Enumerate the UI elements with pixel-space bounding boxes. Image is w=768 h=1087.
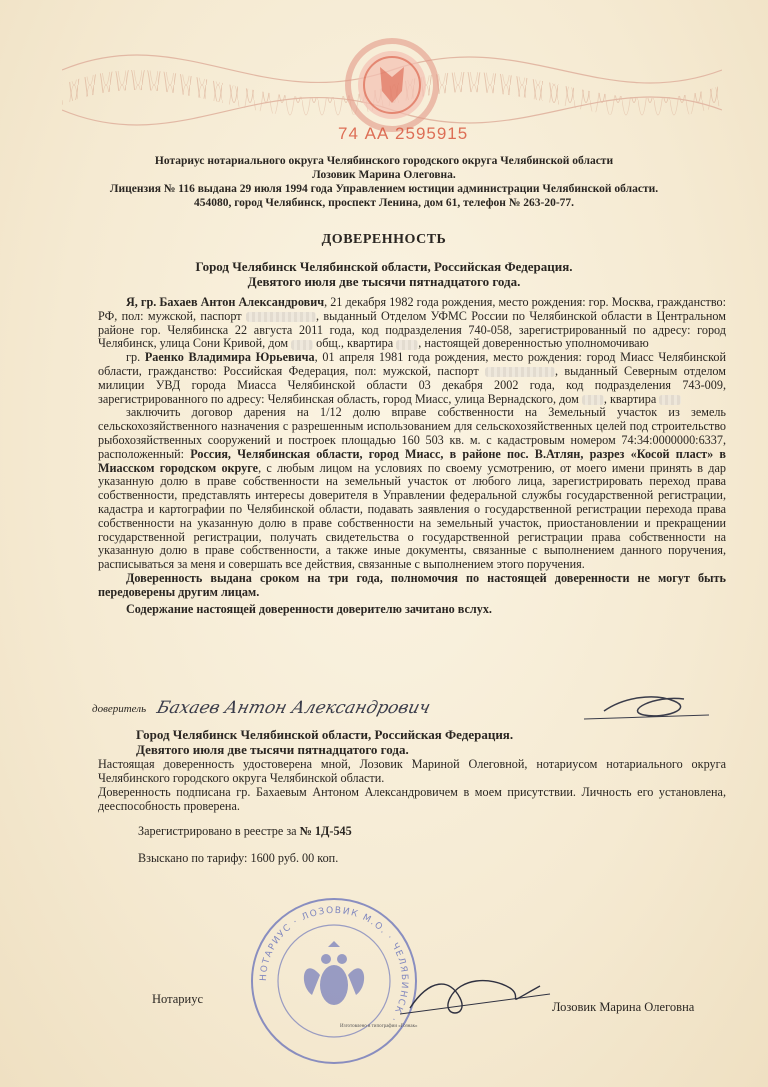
registry-number: № 1Д-545 — [299, 824, 352, 838]
cert-place-line: Город Челябинск Челябинской области, Российская Федерация. — [136, 727, 514, 742]
svg-text:НОТАРИУС · ЛОЗОВИК М.О. · ЧЕЛЯ: НОТАРИУС · ЛОЗОВИК М.О. · ЧЕЛЯБИНСК · — [258, 905, 410, 1024]
fee-line: Взыскано по тарифу: 1600 руб. 00 коп. — [138, 851, 339, 865]
principal-name: Я, гр. Бахаев Антон Александрович — [126, 295, 325, 309]
notary-header-line4: 454080, город Челябинск, проспект Ленина, дом 61, телефон № 263-20-77. — [193, 197, 575, 209]
handwritten-signature — [154, 689, 714, 731]
redacted-house — [291, 340, 313, 350]
principal-text-d: , настоящей доверенностью уполномочиваю — [418, 336, 649, 351]
notary-header-line2: Лозовик Марина Олеговна. — [312, 169, 456, 181]
date-line: Девятого июля две тысячи пятнадцатого года. — [247, 274, 521, 289]
notary-seal-stamp — [248, 895, 420, 1067]
agent-text-c: , квартира — [603, 391, 657, 406]
principal-text-a: , 21 декабря 1982 года рождения, место рождения: гор. Москва, гражданство: РФ, пол: мужской, паспорт — [98, 295, 726, 323]
powers-text-b: , с любым лицом на условиях по своему усмотрению, от моего имени принять в дар указанную долю в праве собственности на земельный участок от любого лица, зарегистрировать переход права собственности, представлять интересы доверителя в Управлении федеральной службы государственной регистрации, кадастра и картографии по Челябинской области, подавать заявления о государственной регистрации перехода права собственности на указанную долю в праве собственности на земельный участок, приостановлении и прекращении государственной регистрации, получать свидетельства о государственной регистрации права собственности на указанную долю в праве собственности, а также иные документы, связанные с выполнением данного поручения, расписываться за меня и совершать все действия, связанные с выполнением этого поручения. — [98, 460, 727, 572]
agent-text-b: , выданный Северным отделом милиции УВД города Миасса Челябинской области 03 декабря 2002 года, код подразделения 743-009, зарегистрированного по адресу: Челябинская область, город Миасс, улица Вернадского, дом — [98, 363, 727, 406]
agent-paragraph — [98, 351, 726, 406]
term-paragraph: Доверенность выдана сроком на три года, полномочия по настоящей доверенности не могут быть передоверены другим лицам. — [98, 570, 726, 599]
certification-text — [98, 757, 726, 813]
redacted-agent-passport — [485, 367, 555, 377]
powers-paragraph — [98, 406, 726, 572]
place-line: Город Челябинск Челябинской области, Российская Федерация. — [195, 259, 573, 274]
registry-label: Зарегистрировано в реестре за — [138, 824, 297, 838]
notary-header-line1: Нотариус нотариального округа Челябинского городского округа Челябинской области — [154, 155, 614, 167]
principal-text-c: общ., квартира — [316, 336, 394, 351]
notary-header-line3: Лицензия № 116 выдана 29 июля 1994 года Управлением юстиции администрации Челябинской области. — [109, 183, 659, 195]
powers-text-a: заключить договор дарения на 1/12 долю вправе собственности на Земельный участок из земель сельскохозяйственного назначения с разрешенным использованием для сельскохозяйственных целей под строительство рыбохозяйственных сооружений и построек площадью 160 503 кв. м. с кадастровым номером 74:34:0000000:6337, расположенный: — [98, 405, 726, 461]
document-title: ДОВЕРЕННОСТЬ — [321, 232, 447, 247]
svg-text:Бахаев Антон Александрович: Бахаев Антон Александрович — [154, 698, 433, 718]
redacted-agent-house — [582, 395, 604, 405]
redacted-passport — [246, 312, 316, 322]
principal-paragraph — [98, 296, 726, 351]
agent-name: Раенко Владимира Юрьевича — [144, 350, 315, 365]
principal-text-b: , выданный Отделом УФМС России по Челябинской области в Центральном районе гор. Челябинска 22 августа 2011 года, код подразделения 740-058, зарегистрированный по адресу: город Челябинск, улица Сони Кривой, дом — [98, 308, 726, 351]
land-location: Россия, Челябинская области, город Миасс, в районе пос. В.Атлян, разрез «Косой пласт» в Миасском городском округе — [98, 446, 726, 475]
double-headed-eagle-icon — [304, 941, 364, 1005]
notary-handwritten-signature — [400, 968, 560, 1028]
print-caption: Изготовлено в типографии «Гознак» — [340, 1024, 418, 1029]
form-serial-number: 74 АА 2595915 — [338, 124, 469, 143]
agent-text-a: , 01 апреля 1981 года рождения, место рождения: город Миасс Челябинской области, гражданство: Российская Федерация, пол: мужской, паспорт — [98, 350, 727, 378]
read-aloud-paragraph: Содержание настоящей доверенности доверителю зачитано вслух. — [126, 601, 492, 616]
cert-paragraph1: Настоящая доверенность удостоверена мной, Лозовик Мариной Олеговной, нотариусом нотариального округа Челябинского городского округа Челябинской области. — [98, 757, 726, 785]
emblem-icon — [348, 41, 436, 129]
cert-date-line: Девятого июля две тысячи пятнадцатого года. — [136, 742, 409, 757]
signature-label: доверитель — [92, 703, 147, 715]
document-body — [98, 296, 726, 616]
registry-line — [138, 824, 352, 839]
cert-paragraph2: Доверенность подписана гр. Бахаевым Антоном Александровичем в моем присутствии. Личность его установлена, дееспособность проверена. — [98, 785, 726, 813]
principal-signature-row — [92, 697, 712, 727]
redacted-agent-apartment — [659, 395, 681, 405]
notary-label: Нотариус — [152, 992, 204, 1006]
notary-name: Лозовик Марина Олеговна — [552, 1000, 695, 1014]
redacted-apartment — [396, 340, 418, 350]
agent-prefix: гр. — [126, 350, 145, 365]
